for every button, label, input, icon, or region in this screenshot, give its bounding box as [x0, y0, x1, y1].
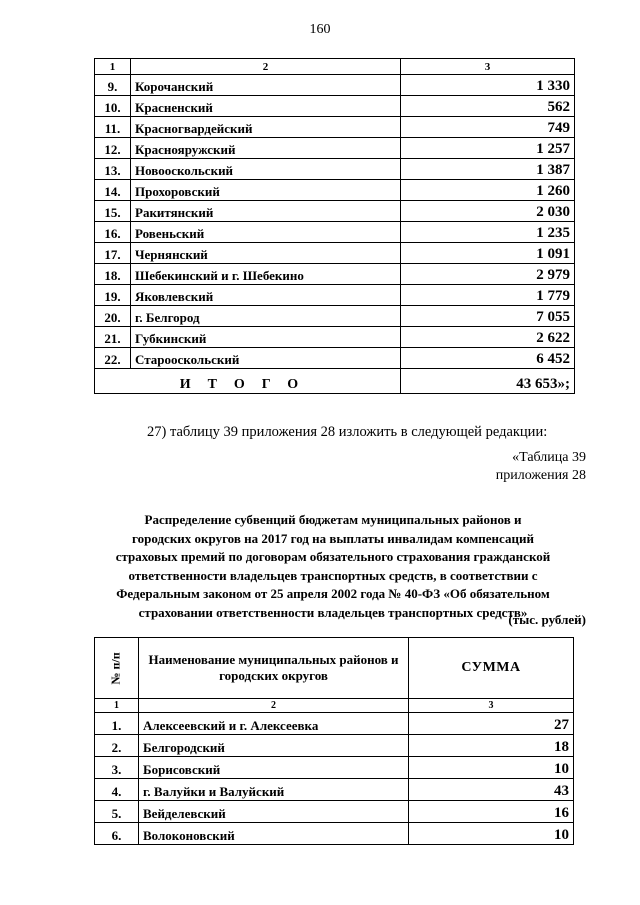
row-value: 16 — [409, 801, 574, 823]
row-name: Ракитянский — [131, 201, 401, 222]
row-number: 12. — [95, 138, 131, 159]
column-number: 2 — [139, 699, 409, 713]
table-row — [95, 180, 575, 201]
row-number: 6. — [95, 823, 139, 845]
row-number: 1. — [95, 713, 139, 735]
row-name: Старооскольский — [131, 348, 401, 369]
table-row — [95, 75, 575, 96]
table-row — [95, 735, 574, 757]
table-row — [95, 801, 574, 823]
row-name: Красногвардейский — [131, 117, 401, 138]
row-number: 17. — [95, 243, 131, 264]
row-number: 13. — [95, 159, 131, 180]
row-value: 18 — [409, 735, 574, 757]
row-value: 10 — [409, 757, 574, 779]
heading-line: Федеральным законом от 25 апреля 2002 года № 40-ФЗ «Об обязательном — [116, 586, 550, 601]
row-value: 1 260 — [401, 180, 575, 201]
row-value: 1 779 — [401, 285, 575, 306]
total-row — [95, 369, 575, 394]
row-number: 4. — [95, 779, 139, 801]
row-value: 1 257 — [401, 138, 575, 159]
table-reference-line: «Таблица 39 — [512, 450, 586, 465]
row-number: 5. — [95, 801, 139, 823]
header-no — [95, 638, 139, 699]
row-value: 749 — [401, 117, 575, 138]
units-label: (тыс. рублей) — [508, 612, 586, 627]
row-name: Ровеньский — [131, 222, 401, 243]
table-row — [95, 264, 575, 285]
row-name: Волоконовский — [139, 823, 409, 845]
row-number: 20. — [95, 306, 131, 327]
column-number: 3 — [409, 699, 574, 713]
row-name: Борисовский — [139, 757, 409, 779]
row-value: 43 — [409, 779, 574, 801]
table-heading — [98, 511, 568, 622]
row-name: Яковлевский — [131, 285, 401, 306]
row-name: Новооскольский — [131, 159, 401, 180]
row-name: Краснояружский — [131, 138, 401, 159]
total-value: 43 653»; — [401, 369, 575, 394]
table-row — [95, 306, 575, 327]
table-row — [95, 138, 575, 159]
row-name: Вейделевский — [139, 801, 409, 823]
table-row — [95, 713, 574, 735]
header-no-label: № п/п — [108, 652, 123, 685]
row-number: 18. — [95, 264, 131, 285]
total-label: ИТОГО — [95, 369, 401, 394]
row-value: 1 235 — [401, 222, 575, 243]
table-row — [95, 327, 575, 348]
row-value: 1 387 — [401, 159, 575, 180]
row-name: г. Валуйки и Валуйский — [139, 779, 409, 801]
table-row — [95, 96, 575, 117]
heading-line: городских округов на 2017 год на выплаты инвалидам компенсаций — [132, 530, 534, 546]
heading-line: Распределение субвенций бюджетам муниципальных районов и — [144, 512, 522, 527]
row-number: 2. — [95, 735, 139, 757]
row-number: 11. — [95, 117, 131, 138]
row-name: Алексеевский и г. Алексеевка — [139, 713, 409, 735]
table-reference-line: приложения 28 — [495, 468, 586, 483]
row-name: г. Белгород — [131, 306, 401, 327]
column-number-row — [95, 59, 575, 75]
header-row — [95, 638, 574, 699]
table-row — [95, 757, 574, 779]
heading-line: страховых премий по договорам обязательного страхования гражданской — [115, 549, 551, 564]
row-name: Губкинский — [131, 327, 401, 348]
row-number: 3. — [95, 757, 139, 779]
column-number: 2 — [131, 59, 401, 75]
row-name: Красненский — [131, 96, 401, 117]
table-row — [95, 201, 575, 222]
column-number: 3 — [401, 59, 575, 75]
row-value: 7 055 — [401, 306, 575, 327]
table-row — [95, 222, 575, 243]
row-number: 14. — [95, 180, 131, 201]
row-number: 10. — [95, 96, 131, 117]
page-number: 160 — [309, 22, 331, 37]
heading-line: ответственности владельцев транспортных средств, в соответствии с — [128, 567, 538, 583]
row-value: 2 979 — [401, 264, 575, 285]
header-name: Наименование муниципальных районов и городских округов — [139, 638, 409, 699]
subsidy-table — [94, 637, 574, 845]
row-number: 22. — [95, 348, 131, 369]
row-name: Шебекинский и г. Шебекино — [131, 264, 401, 285]
table-row — [95, 823, 574, 845]
amendment-text: 27) таблицу 39 приложения 28 изложить в следующей редакции: — [147, 424, 548, 440]
table-row — [95, 285, 575, 306]
column-number-row — [95, 699, 574, 713]
row-name: Корочанский — [131, 75, 401, 96]
row-value: 2 622 — [401, 327, 575, 348]
header-sum: СУММА — [409, 638, 574, 699]
table-row — [95, 117, 575, 138]
row-value: 27 — [409, 713, 574, 735]
municipal-allocation-table — [94, 58, 575, 394]
heading-line: страховании ответственности владельцев транспортных средств» — [138, 604, 528, 620]
row-name: Прохоровский — [131, 180, 401, 201]
row-number: 15. — [95, 201, 131, 222]
row-value: 10 — [409, 823, 574, 845]
column-number: 1 — [95, 59, 131, 75]
row-name: Чернянский — [131, 243, 401, 264]
row-value: 1 091 — [401, 243, 575, 264]
row-value: 1 330 — [401, 75, 575, 96]
row-value: 562 — [401, 96, 575, 117]
row-number: 9. — [95, 75, 131, 96]
table-row — [95, 779, 574, 801]
table-row — [95, 159, 575, 180]
row-number: 19. — [95, 285, 131, 306]
row-value: 6 452 — [401, 348, 575, 369]
row-value: 2 030 — [401, 201, 575, 222]
row-name: Белгородский — [139, 735, 409, 757]
row-number: 16. — [95, 222, 131, 243]
table-row — [95, 348, 575, 369]
row-number: 21. — [95, 327, 131, 348]
column-number: 1 — [95, 699, 139, 713]
table-row — [95, 243, 575, 264]
